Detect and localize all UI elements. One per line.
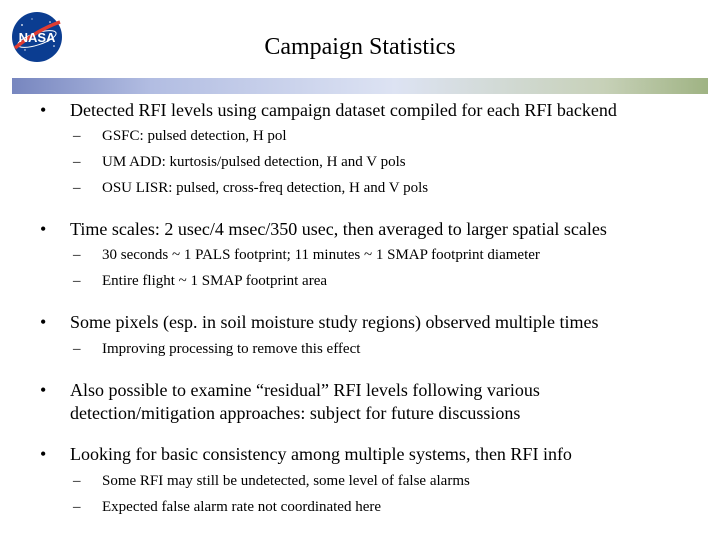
- bullet-text: Also possible to examine “residual” RFI levels following various detection/mitigation approaches: subject for future discussions: [70, 380, 540, 423]
- sub-bullet-marker: –: [73, 499, 81, 515]
- bullet-text: Detected RFI levels using campaign dataset compiled for each RFI backend: [70, 100, 617, 120]
- bullet-item: [40, 379, 630, 425]
- sub-bullet-marker: –: [73, 473, 81, 489]
- bullet-item: [40, 311, 700, 334]
- sub-bullet-text: 30 seconds ~ 1 PALS footprint; 11 minutes ~ 1 SMAP footprint diameter: [102, 247, 540, 263]
- bullet-text: Time scales: 2 usec/4 msec/350 usec, then averaged to larger spatial scales: [70, 219, 607, 239]
- sub-bullet-item: [73, 340, 702, 359]
- sub-bullet-item: [73, 179, 702, 198]
- bullet-marker: •: [40, 380, 47, 400]
- bullet-item: [40, 218, 700, 241]
- bullet-marker: •: [40, 312, 47, 332]
- sub-bullet-marker: –: [73, 180, 81, 196]
- bullet-item: [40, 99, 700, 122]
- sub-bullet-text: Entire flight ~ 1 SMAP footprint area: [102, 273, 328, 289]
- sub-bullet-marker: –: [73, 273, 81, 289]
- sub-bullet-item: [73, 153, 702, 172]
- slide-title: Campaign Statistics: [264, 34, 456, 60]
- sub-bullet-text: Expected false alarm rate not coordinated here: [102, 499, 382, 515]
- sub-bullet-item: [73, 472, 702, 491]
- sub-bullet-text: Some RFI may still be undetected, some level of false alarms: [102, 473, 470, 489]
- bullet-marker: •: [40, 219, 47, 239]
- sub-bullet-text: OSU LISR: pulsed, cross-freq detection, H and V pols: [102, 180, 429, 196]
- sub-bullet-marker: –: [73, 154, 81, 170]
- bullet-text: Looking for basic consistency among multiple systems, then RFI info: [70, 444, 572, 464]
- bullet-marker: •: [40, 100, 47, 120]
- sub-bullet-text: GSFC: pulsed detection, H pol: [102, 128, 287, 144]
- sub-bullet-item: [73, 246, 702, 265]
- bullet-marker: •: [40, 444, 47, 464]
- title-divider-bar: [12, 78, 708, 94]
- sub-bullet-marker: –: [73, 247, 81, 263]
- sub-bullet-marker: –: [73, 128, 81, 144]
- sub-bullet-item: [73, 272, 702, 291]
- bullet-item: [40, 443, 700, 466]
- nasa-logo-text: NASA: [18, 30, 56, 45]
- sub-bullet-text: Improving processing to remove this effect: [102, 341, 361, 357]
- bullet-text: Some pixels (esp. in soil moisture study regions) observed multiple times: [70, 312, 599, 332]
- sub-bullet-marker: –: [73, 341, 81, 357]
- sub-bullet-text: UM ADD: kurtosis/pulsed detection, H and V pols: [102, 154, 406, 170]
- sub-bullet-item: [73, 498, 702, 517]
- sub-bullet-item: [73, 127, 702, 146]
